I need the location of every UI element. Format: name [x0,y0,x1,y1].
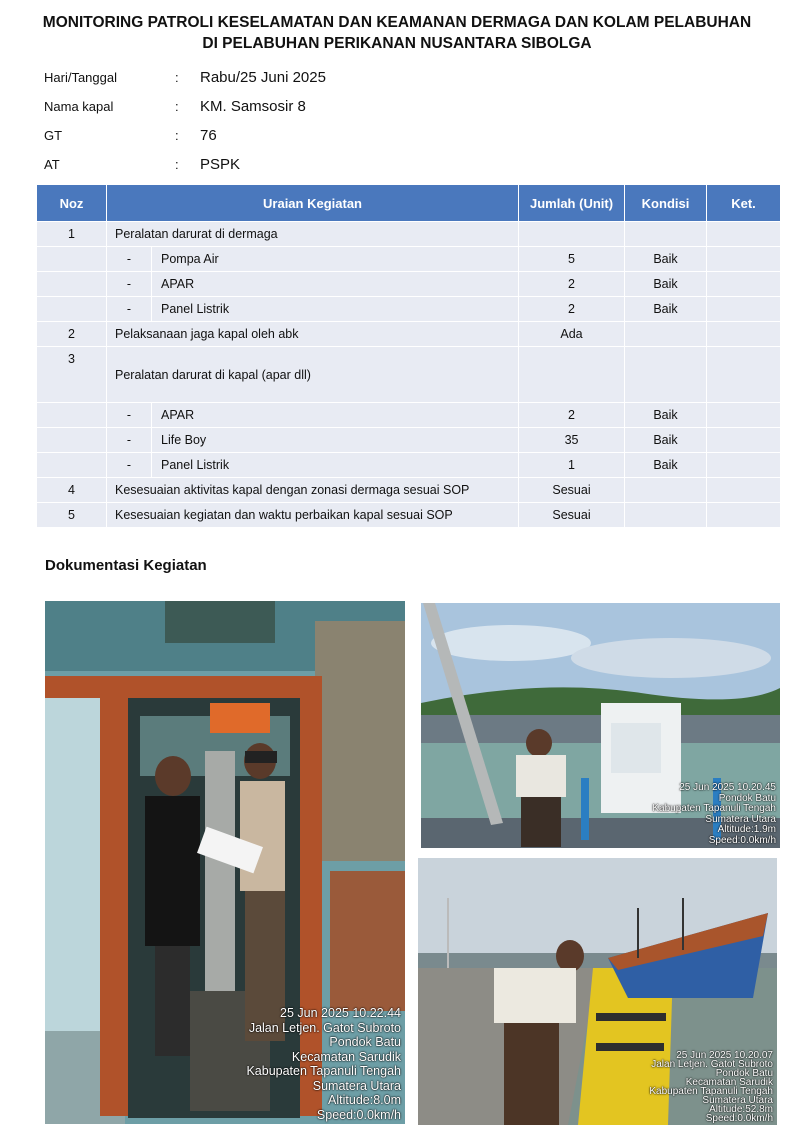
row-dash: - [107,272,152,297]
info-colon: : [175,128,179,143]
row-number [37,428,107,453]
monitoring-table [36,184,781,528]
row-item: Life Boy [152,428,519,453]
stamp-line: Pondok Batu [329,1035,401,1049]
row-quantity: Sesuai [519,503,625,528]
row-number [37,453,107,478]
stamp-line: 25 Jun 2025 10.20.45 [679,782,776,793]
info-row-gt [44,126,444,146]
table-row [37,222,781,247]
stamp-line: Kabupaten Tapanuli Tengah [652,803,776,814]
info-colon: : [175,157,179,172]
info-colon: : [175,99,179,114]
row-condition [625,322,707,347]
row-dash: - [107,428,152,453]
table-row [37,403,781,428]
info-value: 76 [200,127,217,144]
stamp-line: Kabupaten Tapanuli Tengah [649,1086,773,1097]
stamp-line: Altitude:52.8m [709,1104,773,1115]
table-row [37,297,781,322]
table-row [37,478,781,503]
header-description: Uraian Kegiatan [107,185,519,222]
row-notes [707,428,781,453]
row-quantity: 2 [519,272,625,297]
photo-timestamp-stamp [652,783,776,846]
info-label: Nama kapal [44,99,114,114]
row-notes [707,222,781,247]
title-line-1: MONITORING PATROLI KESELAMATAN DAN KEAMANAN DERMAGA DAN KOLAM PELABUHAN [42,14,752,31]
photo-dock-panel [421,603,780,848]
header-notes: Ket. [707,185,781,222]
stamp-line: Jalan Letjen. Gatot Subroto [248,1020,401,1035]
row-notes [707,478,781,503]
row-dash: - [107,453,152,478]
row-description: Peralatan darurat di kapal (apar dll) [107,347,519,403]
row-description: Kesesuaian aktivitas kapal dengan zonasi dermaga sesuai SOP [107,478,519,503]
row-condition: Baik [625,453,707,478]
info-colon: : [175,70,179,85]
photo-dock-boat [418,858,777,1125]
info-row-date [44,68,444,88]
table-row [37,322,781,347]
stamp-line: Speed:0.0km/h [708,834,776,846]
row-quantity [519,347,625,403]
stamp-line: Sumatera Utara [702,1095,773,1106]
photo-timestamp-stamp [649,1051,773,1123]
row-notes [707,503,781,528]
row-description: Kesesuaian kegiatan dan waktu perbaikan kapal sesuai SOP [107,503,519,528]
row-number: 1 [37,222,107,247]
stamp-line: Jalan Letjen. Gatot Subroto [651,1059,773,1070]
info-label: AT [44,157,60,172]
row-quantity: Ada [519,322,625,347]
row-quantity: 2 [519,403,625,428]
row-condition [625,222,707,247]
stamp-line: 25 Jun 2025 10.20.07 [676,1050,773,1061]
stamp-line: Sumatera Utara [312,1078,401,1093]
info-label: GT [44,128,63,143]
row-condition: Baik [625,272,707,297]
row-quantity [519,222,625,247]
photo-timestamp-stamp [246,1006,401,1122]
header-no: Noz [37,185,107,222]
row-notes [707,322,781,347]
header-quantity: Jumlah (Unit) [519,185,625,222]
row-condition: Baik [625,428,707,453]
stamp-line: Speed:0.0km/h [705,1113,773,1124]
row-notes [707,272,781,297]
section-title: Dokumentasi Kegiatan [45,557,207,574]
row-notes [707,453,781,478]
photo-ship-inspection [45,601,405,1124]
info-value: PSPK [200,156,241,173]
row-condition [625,478,707,503]
row-item: Panel Listrik [152,297,519,322]
row-condition [625,347,707,403]
stamp-line: Sumatera Utara [705,813,776,825]
row-item: Panel Listrik [152,453,519,478]
stamp-line: Kabupaten Tapanuli Tengah [246,1064,401,1078]
row-description: Pelaksanaan jaga kapal oleh abk [107,322,519,347]
table-row [37,428,781,453]
table-header-row [37,185,781,222]
stamp-line: Kecamatan Sarudik [291,1049,401,1064]
row-number: 4 [37,478,107,503]
table-row [37,272,781,297]
stamp-line: Altitude:1.9m [717,824,776,835]
row-number [37,403,107,428]
stamp-line: Pondok Batu [718,792,776,804]
row-dash: - [107,403,152,428]
row-quantity: Sesuai [519,478,625,503]
stamp-line: Pondok Batu [715,1068,773,1079]
row-quantity: 1 [519,453,625,478]
row-item: Pompa Air [152,247,519,272]
row-number: 5 [37,503,107,528]
row-notes [707,297,781,322]
row-condition [625,503,707,528]
stamp-line: Kecamatan Sarudik [685,1077,773,1088]
row-item: APAR [152,403,519,428]
row-number [37,272,107,297]
stamp-line: Altitude:8.0m [328,1093,401,1107]
row-number: 3 [37,347,107,403]
row-dash: - [107,247,152,272]
row-quantity: 35 [519,428,625,453]
row-item: APAR [152,272,519,297]
row-description: Peralatan darurat di dermaga [107,222,519,247]
table-row [37,453,781,478]
document-title [0,12,794,54]
info-value: Rabu/25 Juni 2025 [200,69,326,86]
info-row-ship-name [44,97,444,117]
info-value: KM. Samsosir 8 [200,98,306,115]
row-condition: Baik [625,403,707,428]
row-number [37,297,107,322]
row-notes [707,347,781,403]
header-condition: Kondisi [625,185,707,222]
stamp-line: 25 Jun 2025 10.22.44 [280,1006,401,1020]
info-row-at [44,155,444,175]
row-number [37,247,107,272]
row-number: 2 [37,322,107,347]
info-label: Hari/Tanggal [44,70,117,85]
stamp-line: Speed:0.0km/h [316,1107,401,1122]
table-row [37,347,781,403]
row-condition: Baik [625,297,707,322]
row-notes [707,247,781,272]
table-row [37,503,781,528]
row-dash: - [107,297,152,322]
row-quantity: 2 [519,297,625,322]
row-quantity: 5 [519,247,625,272]
row-condition: Baik [625,247,707,272]
table-row [37,247,781,272]
row-notes [707,403,781,428]
title-line-2: DI PELABUHAN PERIKANAN NUSANTARA SIBOLGA [202,35,592,52]
